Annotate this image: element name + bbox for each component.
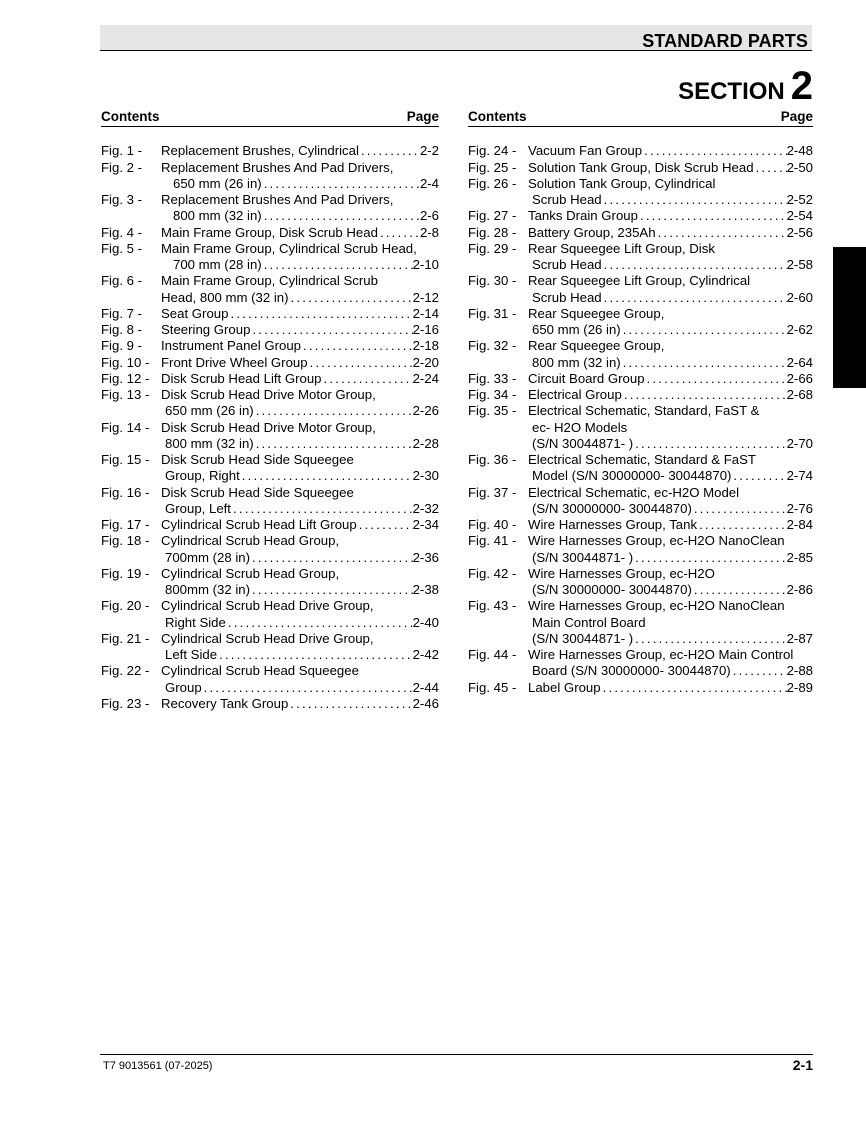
dot-leader [262, 176, 420, 192]
entry-title-line: Steering Group [161, 322, 251, 337]
entry-title [528, 176, 813, 209]
entry-title-line: Scrub Head [532, 289, 602, 305]
contents-column-left [101, 109, 439, 712]
dot-leader [697, 517, 787, 533]
toc-entry [101, 485, 439, 518]
entry-title-line: 800 mm (32 in) [173, 208, 262, 224]
entry-title [528, 387, 813, 403]
entry-title-line: Electrical Group [528, 387, 622, 402]
toc-entry [101, 663, 439, 696]
figure-number: Fig. 45 - [468, 679, 517, 695]
figure-number: Fig. 25 - [468, 159, 517, 175]
entry-title-line: Left Side [165, 647, 218, 662]
toc-entry [101, 241, 439, 274]
entry-title-line: Recovery Tank Group [161, 695, 289, 711]
toc-entry [101, 225, 439, 241]
entry-title [528, 517, 813, 533]
entry-title-line: Circuit Board Group [528, 370, 645, 386]
entry-page-number: 2-70 [786, 435, 813, 451]
entry-page-number: 2-30 [412, 468, 439, 484]
entry-title-line: Main Control Board [532, 614, 646, 630]
entry-title [161, 160, 439, 193]
entry-title [528, 452, 813, 485]
entry-title [528, 160, 813, 176]
header-band [100, 25, 812, 51]
entry-title-line: Replacement Brushes And Pad Drivers, [161, 192, 394, 207]
entry-page-number: 2-6 [419, 208, 439, 224]
entry-title [161, 420, 439, 453]
figure-number: Fig. 40 - [468, 517, 517, 532]
toc-entry [101, 160, 439, 193]
column-header [101, 109, 439, 127]
entry-title-line: Group, Left [165, 500, 231, 516]
entry-page-number: 2-88 [786, 663, 813, 679]
toc-entry [101, 566, 439, 599]
dot-leader [621, 355, 787, 371]
entry-page-number: 2-85 [786, 549, 813, 565]
entry-title [528, 598, 813, 647]
dot-leader [301, 338, 413, 354]
entry-page-number: 2-89 [786, 679, 813, 695]
dot-leader [692, 582, 787, 598]
entry-title [161, 225, 439, 241]
toc-entry [468, 598, 813, 647]
figure-number: Fig. 20 - [101, 598, 150, 614]
dot-leader [602, 257, 787, 273]
section-word: SECTION [678, 78, 785, 105]
entry-title-line: Main Frame Group, Cylindrical Scrub [161, 273, 378, 289]
entry-title-line: Main Frame Group, Disk Scrub Head [161, 224, 378, 240]
figure-number: Fig. 18 - [101, 533, 150, 549]
entry-title-line: Wire Harnesses Group, ec-H2O [528, 565, 715, 581]
dot-leader [754, 160, 787, 176]
entry-title [161, 371, 439, 387]
dot-leader [357, 517, 413, 533]
entry-page-number: 2-52 [786, 192, 813, 207]
entry-title [161, 355, 439, 371]
toc-entry [101, 192, 439, 225]
figure-number: Fig. 17 - [101, 517, 150, 532]
entry-title [161, 273, 439, 306]
entry-title [161, 452, 439, 485]
figure-number: Fig. 23 - [101, 695, 150, 711]
dot-leader [228, 306, 412, 322]
toc-entry [101, 371, 439, 387]
figure-number: Fig. 31 - [468, 305, 517, 321]
entry-page-number: 2-64 [786, 354, 813, 370]
entry-page-number: 2-36 [412, 549, 439, 565]
toc-entry [101, 452, 439, 485]
entry-title-line: Electrical Schematic, ec-H2O Model [528, 484, 740, 500]
figure-number: Fig. 16 - [101, 484, 150, 500]
toc-entry [101, 322, 439, 338]
entry-page-number: 2-10 [412, 257, 439, 272]
entry-title-line: Disk Scrub Head Side Squeegee [161, 484, 354, 500]
toc-entry [468, 566, 813, 599]
toc-entry [468, 176, 813, 209]
entry-title-line: Wire Harnesses Group, ec-H2O NanoClean [528, 598, 785, 614]
toc-entry [468, 517, 813, 533]
entry-title-line: Cylindrical Scrub Head Drive Group, [161, 598, 374, 614]
entry-page-number: 2-38 [412, 582, 439, 597]
entry-title-line: 800mm (32 in) [165, 582, 251, 597]
footer-rule [100, 1054, 813, 1055]
figure-number: Fig. 42 - [468, 565, 517, 581]
entry-title-line: Cylindrical Scrub Head Drive Group, [161, 630, 374, 646]
figure-number: Fig. 15 - [101, 452, 150, 467]
entry-title-line: Board (S/N 30000000- 30044870) [532, 663, 731, 679]
toc-entry [468, 143, 813, 159]
entry-title-line: (S/N 30000000- 30044870) [532, 582, 692, 597]
dot-leader [645, 371, 787, 387]
toc-entry [468, 387, 813, 403]
dot-leader [638, 208, 787, 224]
entry-title-line: (S/N 30000000- 30044870) [532, 500, 692, 516]
figure-number: Fig. 21 - [101, 630, 150, 646]
figure-number: Fig. 36 - [468, 452, 517, 467]
section-number: 2 [790, 64, 813, 108]
document-id: T7 9013561 (07-2025) [103, 1060, 213, 1072]
entry-title-line: (S/N 30044871- ) [532, 549, 634, 565]
dot-leader [602, 290, 787, 306]
contents-column-right [468, 109, 813, 696]
entry-title-line: 700mm (28 in) [165, 549, 251, 565]
entry-title [161, 306, 439, 322]
entry-page-number: 2-32 [412, 500, 439, 516]
entry-title-line: Wire Harnesses Group, ec-H2O Main Control [528, 647, 794, 662]
contents-label: Contents [101, 109, 160, 124]
entry-title-line: Main Frame Group, Cylindrical Scrub Head, [161, 240, 417, 256]
entry-title-line: Tanks Drain Group [528, 208, 638, 224]
figure-number: Fig. 43 - [468, 598, 517, 614]
entry-title [528, 566, 813, 599]
entry-page-number: 2-46 [412, 695, 439, 711]
dot-leader [262, 208, 420, 224]
entry-page-number: 2-28 [412, 435, 439, 451]
figure-number: Fig. 33 - [468, 370, 517, 386]
entry-title [528, 225, 813, 241]
figure-number: Fig. 34 - [468, 387, 517, 402]
figure-number: Fig. 41 - [468, 533, 517, 549]
entry-title [528, 533, 813, 566]
figure-number: Fig. 37 - [468, 484, 517, 500]
dot-leader [254, 436, 413, 452]
entry-title-line: 650 mm (26 in) [173, 175, 262, 191]
page-label: Page [406, 109, 439, 124]
figure-number: Fig. 30 - [468, 273, 517, 289]
dot-leader [262, 257, 413, 273]
entry-title [528, 306, 813, 339]
entry-title-line: Group [165, 679, 202, 695]
entry-title [161, 192, 439, 225]
toc-entry [101, 420, 439, 453]
entry-page-number: 2-12 [412, 289, 439, 305]
section-tab-marker [833, 247, 866, 388]
page-number: 2-1 [792, 1057, 813, 1073]
figure-number: Fig. 5 - [101, 240, 143, 256]
entry-page-number: 2-84 [786, 517, 813, 532]
entry-title-line: ec- H2O Models [532, 419, 628, 435]
entry-page-number: 2-87 [786, 630, 813, 646]
entry-title-line: Disk Scrub Head Lift Group [161, 370, 322, 386]
entry-title [161, 485, 439, 518]
entry-title [161, 631, 439, 664]
entry-title-line: Cylindrical Scrub Head Squeegee [161, 663, 359, 679]
toc-entry [468, 306, 813, 339]
toc-entry [101, 517, 439, 533]
dot-leader [656, 225, 787, 241]
entry-title [528, 485, 813, 518]
toc-entry [101, 387, 439, 420]
entry-title-line: 800 mm (32 in) [165, 435, 254, 451]
entry-title-line: Right Side [165, 614, 226, 630]
figure-number: Fig. 12 - [101, 370, 150, 386]
figure-number: Fig. 1 - [101, 143, 143, 159]
entry-page-number: 2-40 [412, 614, 439, 630]
entry-page-number: 2-42 [412, 647, 439, 662]
toc-entry [101, 696, 439, 712]
entry-title-line: Solution Tank Group, Disk Scrub Head [528, 159, 754, 175]
entry-title [528, 143, 813, 159]
entry-title-line: Battery Group, 235Ah [528, 224, 656, 240]
entry-page-number: 2-50 [786, 159, 813, 175]
header-title: STANDARD PARTS [642, 31, 808, 51]
figure-number: Fig. 35 - [468, 403, 517, 419]
toc-entry [101, 143, 439, 159]
entry-page-number: 2-74 [786, 468, 813, 484]
dot-leader [202, 680, 413, 696]
dot-leader [602, 192, 787, 208]
entry-title [528, 208, 813, 224]
entry-page-number: 2-26 [412, 403, 439, 419]
entry-page-number: 2-54 [786, 208, 813, 224]
entry-title-line: Model (S/N 30000000- 30044870) [532, 468, 732, 484]
figure-number: Fig. 28 - [468, 224, 517, 240]
figure-number: Fig. 8 - [101, 322, 143, 337]
figure-number: Fig. 4 - [101, 224, 143, 240]
entry-title-line: (S/N 30044871- ) [532, 435, 634, 451]
entry-title-line: Disk Scrub Head Drive Motor Group, [161, 387, 376, 402]
entry-page-number: 2-68 [786, 387, 813, 402]
entry-title-line: Replacement Brushes, Cylindrical [161, 143, 359, 159]
entry-page-number: 2-44 [412, 679, 439, 695]
figure-number: Fig. 13 - [101, 387, 150, 402]
figure-number: Fig. 6 - [101, 273, 143, 289]
entry-page-number: 2-20 [412, 354, 439, 370]
section-heading [678, 64, 813, 109]
entry-title-line: Seat Group [161, 305, 229, 321]
entry-title [161, 533, 439, 566]
dot-leader [633, 550, 786, 566]
entry-title [161, 696, 439, 712]
figure-number: Fig. 24 - [468, 143, 517, 159]
figure-number: Fig. 29 - [468, 240, 517, 256]
entry-title-line: Group, Right [165, 468, 240, 484]
dot-leader [731, 663, 787, 679]
figure-number: Fig. 27 - [468, 208, 517, 224]
entry-page-number: 2-4 [419, 175, 439, 191]
entry-title [528, 241, 813, 274]
entry-page-number: 2-18 [412, 338, 439, 354]
entry-title [161, 566, 439, 599]
dot-leader [359, 143, 420, 159]
dot-leader [622, 387, 787, 403]
entry-title [161, 143, 439, 159]
toc-entry [468, 273, 813, 306]
entry-page-number: 2-8 [419, 224, 439, 240]
dot-leader [289, 290, 413, 306]
entry-page-number: 2-24 [412, 370, 439, 386]
dot-leader [288, 696, 412, 712]
entry-title-line: Rear Squeegee Lift Group, Disk [528, 240, 715, 256]
entry-title-line: Instrument Panel Group [161, 338, 302, 354]
figure-number: Fig. 14 - [101, 419, 150, 435]
entry-title-line: 650 mm (26 in) [532, 322, 621, 337]
entry-page-number: 2-14 [412, 305, 439, 321]
entry-title [528, 647, 813, 680]
entry-title [161, 322, 439, 338]
figure-number: Fig. 7 - [101, 305, 143, 321]
entry-title-line: Cylindrical Scrub Head Group, [161, 533, 340, 549]
toc-entry [468, 452, 813, 485]
toc-entry [101, 306, 439, 322]
dot-leader [731, 468, 786, 484]
entry-title-line: Replacement Brushes And Pad Drivers, [161, 159, 394, 175]
dot-leader [633, 631, 786, 647]
figure-number: Fig. 26 - [468, 175, 517, 191]
entry-title-line: Cylindrical Scrub Head Group, [161, 565, 340, 581]
entry-title-line: Disk Scrub Head Side Squeegee [161, 452, 354, 467]
toc-entry [101, 631, 439, 664]
dot-leader [240, 468, 413, 484]
figure-number: Fig. 9 - [101, 338, 143, 354]
entry-page-number: 2-76 [786, 500, 813, 516]
entry-title [528, 371, 813, 387]
entry-title-line: Electrical Schematic, Standard & FaST [528, 452, 756, 467]
entry-page-number: 2-58 [786, 257, 813, 272]
toc-entries [101, 143, 439, 712]
dot-leader [322, 371, 413, 387]
entry-title-line: Front Drive Wheel Group [161, 354, 308, 370]
entry-title [528, 403, 813, 452]
entry-page-number: 2-86 [786, 582, 813, 597]
dot-leader [226, 615, 413, 631]
column-header [468, 109, 813, 127]
entry-page-number: 2-34 [412, 517, 439, 532]
toc-entry [101, 338, 439, 354]
entry-title [161, 517, 439, 533]
dot-leader [621, 322, 787, 338]
dot-leader [231, 501, 413, 517]
toc-entry [468, 371, 813, 387]
figure-number: Fig. 19 - [101, 565, 150, 581]
entry-title-line: Wire Harnesses Group, Tank [528, 517, 698, 532]
entry-title-line: Vacuum Fan Group [528, 143, 643, 159]
entry-title [528, 680, 813, 696]
entry-title [161, 598, 439, 631]
figure-number: Fig. 2 - [101, 159, 143, 175]
toc-entry [468, 338, 813, 371]
entry-title-line: Rear Squeegee Group, [528, 338, 665, 354]
entry-title [161, 663, 439, 696]
entry-page-number: 2-2 [419, 143, 439, 159]
dot-leader [601, 680, 787, 696]
entry-title-line: Wire Harnesses Group, ec-H2O NanoClean [528, 533, 785, 549]
toc-entry [468, 533, 813, 566]
entry-title-line: Head, 800 mm (32 in) [161, 289, 289, 305]
entry-page-number: 2-16 [412, 322, 439, 337]
entry-title-line: Label Group [528, 679, 601, 695]
toc-entry [468, 485, 813, 518]
entry-title [528, 338, 813, 371]
entry-title-line: Cylindrical Scrub Head Lift Group [161, 517, 357, 532]
dot-leader [633, 436, 786, 452]
dot-leader [308, 355, 413, 371]
toc-entry [468, 680, 813, 696]
dot-leader [250, 550, 413, 566]
figure-number: Fig. 3 - [101, 192, 143, 207]
page-label: Page [780, 109, 813, 124]
dot-leader [692, 501, 787, 517]
toc-entry [101, 273, 439, 306]
entry-page-number: 2-66 [786, 370, 813, 386]
toc-entry [101, 533, 439, 566]
entry-title-line: Rear Squeegee Lift Group, Cylindrical [528, 273, 751, 289]
dot-leader [254, 403, 413, 419]
entry-title-line: (S/N 30044871- ) [532, 630, 634, 646]
entry-title [528, 273, 813, 306]
entry-title-line: Disk Scrub Head Drive Motor Group, [161, 419, 376, 435]
figure-number: Fig. 10 - [101, 354, 150, 370]
entry-title-line: Solution Tank Group, Cylindrical [528, 175, 716, 191]
toc-entry [468, 225, 813, 241]
entry-title [161, 241, 439, 274]
toc-entry [468, 403, 813, 452]
entry-title-line: 650 mm (26 in) [165, 403, 254, 419]
toc-entry [468, 208, 813, 224]
dot-leader [250, 322, 412, 338]
toc-entries [468, 143, 813, 696]
contents-label: Contents [468, 109, 527, 124]
toc-entry [101, 355, 439, 371]
dot-leader [217, 647, 413, 663]
toc-entry [101, 598, 439, 631]
entry-title-line: Rear Squeegee Group, [528, 305, 665, 321]
entry-title [161, 338, 439, 354]
figure-number: Fig. 32 - [468, 338, 517, 354]
entry-title-line: Scrub Head [532, 257, 602, 272]
entry-title-line: 800 mm (32 in) [532, 354, 621, 370]
entry-title-line: Electrical Schematic, Standard, FaST & [528, 403, 760, 419]
toc-entry [468, 160, 813, 176]
dot-leader [250, 582, 413, 598]
entry-page-number: 2-48 [786, 143, 813, 159]
figure-number: Fig. 44 - [468, 647, 517, 662]
toc-entry [468, 647, 813, 680]
entry-page-number: 2-62 [786, 322, 813, 337]
entry-title-line: Scrub Head [532, 192, 602, 207]
dot-leader [378, 225, 420, 241]
entry-page-number: 2-56 [786, 224, 813, 240]
figure-number: Fig. 22 - [101, 663, 150, 679]
dot-leader [642, 143, 786, 159]
entry-page-number: 2-60 [786, 289, 813, 305]
entry-title-line: 700 mm (28 in) [173, 257, 262, 272]
toc-entry [468, 241, 813, 274]
entry-title [161, 387, 439, 420]
